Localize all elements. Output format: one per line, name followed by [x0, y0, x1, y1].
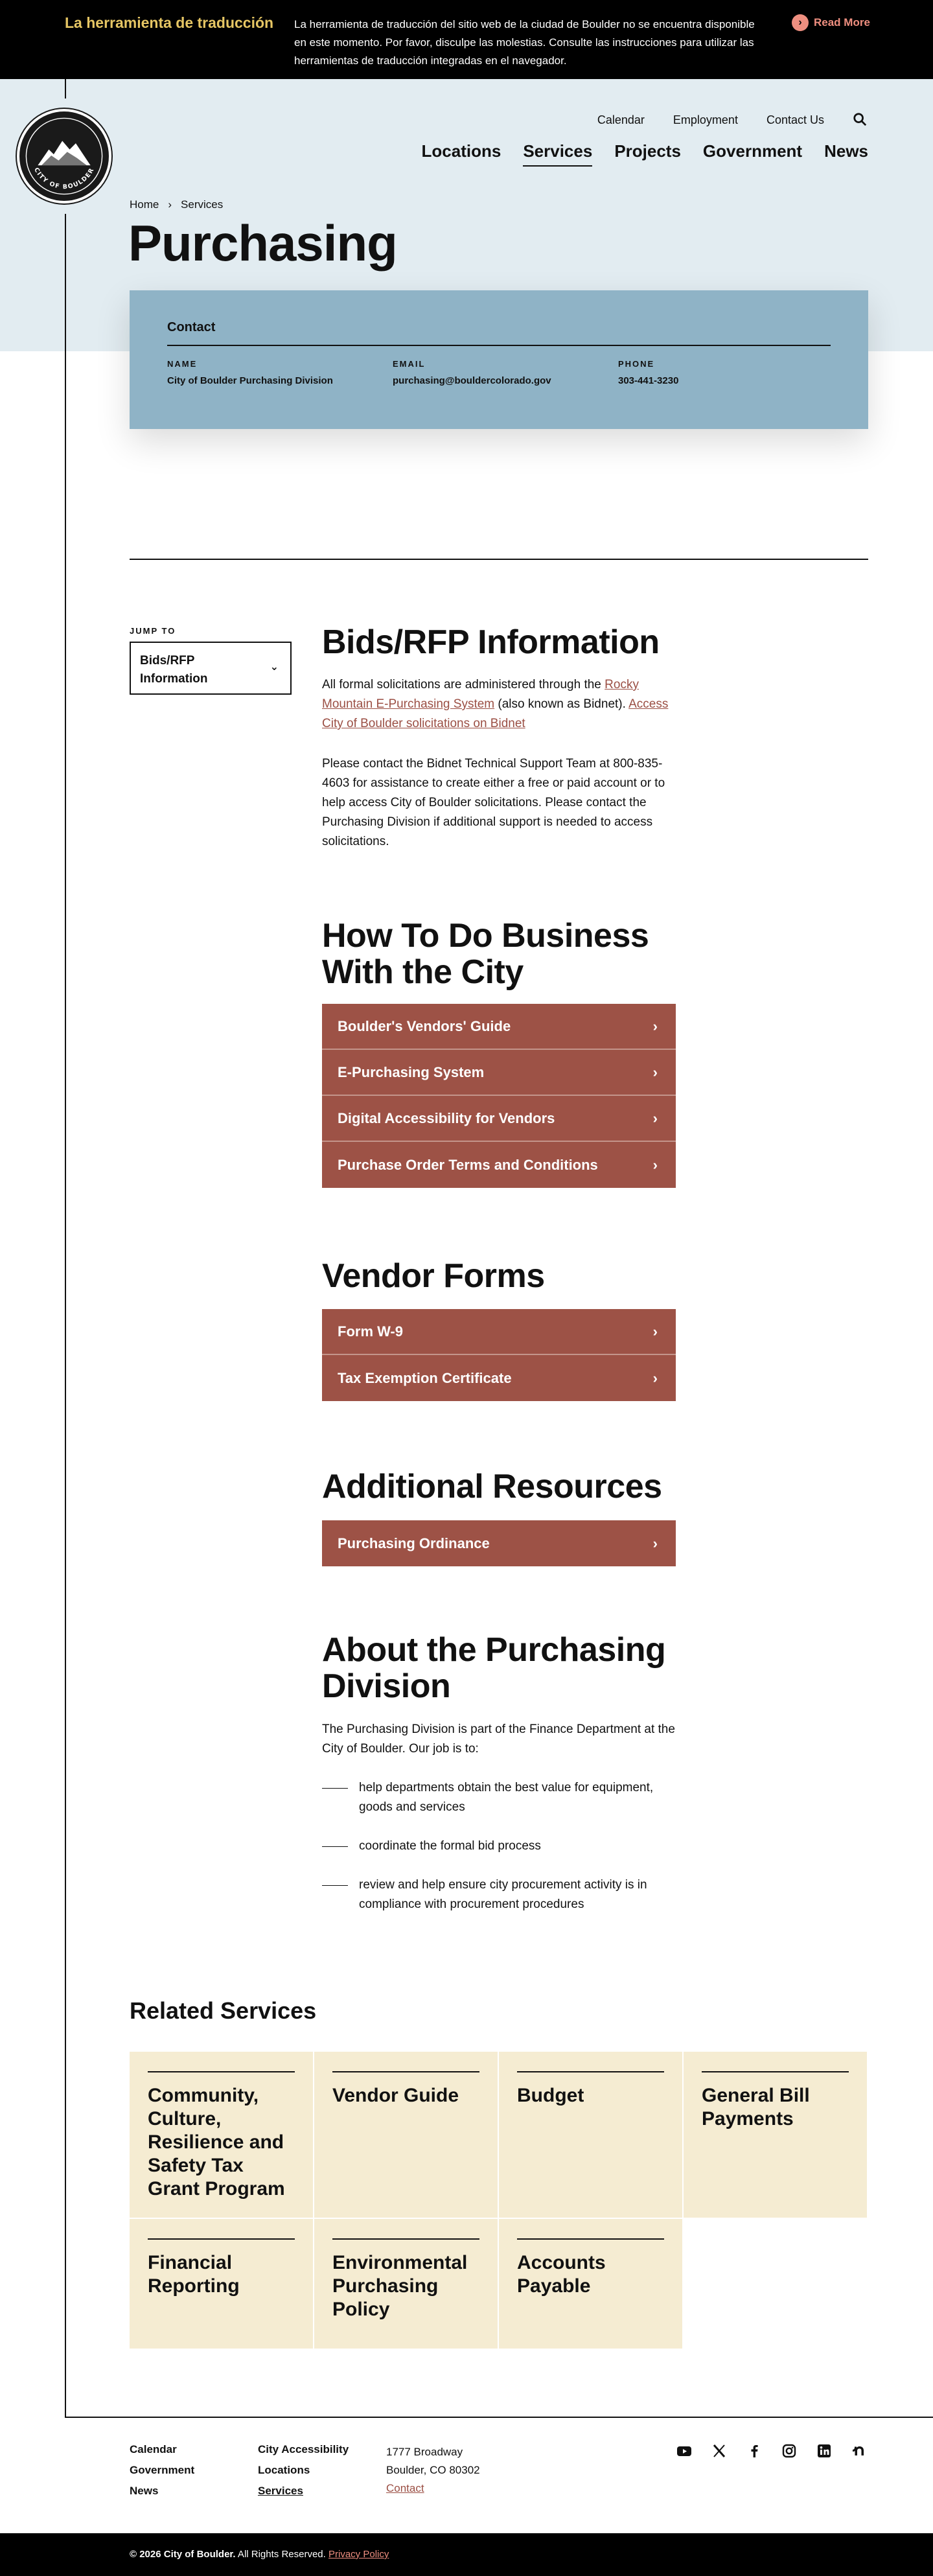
banner-title: La herramienta de traducción — [65, 14, 274, 31]
chevron-right-circle-icon: › — [792, 14, 809, 31]
business-heading: How To Do Business With the City — [322, 917, 649, 991]
chevron-right-icon: › — [652, 1323, 658, 1340]
form-w9-link[interactable] — [322, 1309, 676, 1355]
related-card-budget[interactable] — [499, 2052, 682, 2218]
nav-services[interactable]: Services — [523, 141, 592, 167]
address-line-2: Boulder, CO 80302 — [386, 2464, 480, 2476]
bids-paragraph-1 — [322, 675, 678, 734]
read-more-link[interactable] — [792, 14, 870, 31]
social-links — [675, 2442, 868, 2460]
epurchasing-system-link[interactable] — [322, 1050, 676, 1096]
vendors-guide-link[interactable] — [322, 1004, 676, 1050]
link-label: E-Purchasing System — [338, 1063, 485, 1080]
related-card-accounts-payable[interactable] — [499, 2219, 682, 2349]
bids-heading: Bids/RFP Information — [322, 623, 660, 661]
contact-name — [167, 359, 333, 386]
left-rule — [65, 214, 66, 2417]
chevron-right-icon: › — [652, 1156, 658, 1173]
chevron-right-icon: › — [168, 198, 172, 211]
related-card-financial-reporting[interactable] — [130, 2219, 313, 2349]
copyright-bold: © 2026 City of Boulder. — [130, 2549, 236, 2560]
related-services-grid — [130, 2052, 868, 2349]
contact-email — [393, 359, 551, 386]
related-card-title: Community, Culture, Resilience and Safety Tax Grant Program — [148, 2085, 285, 2199]
breadcrumb-services[interactable]: Services — [181, 198, 224, 211]
related-card-title: Accounts Payable — [517, 2252, 606, 2297]
footer-calendar-link[interactable]: Calendar — [130, 2443, 177, 2455]
vendor-forms-heading: Vendor Forms — [322, 1257, 545, 1295]
related-card-vendor-guide[interactable] — [314, 2052, 498, 2218]
footer-news-link[interactable]: News — [130, 2485, 159, 2497]
purchasing-ordinance-link[interactable] — [322, 1520, 676, 1566]
related-services-heading: Related Services — [130, 1997, 317, 2024]
linkedin-icon[interactable] — [815, 2442, 833, 2460]
related-card-bill-payments[interactable] — [684, 2052, 867, 2218]
banner-text: La herramienta de traducción del sitio web de la ciudad de Boulder no se encuentra disponible en este momento. Por favor, disculpe las molestias. Consulte las instrucciones para utilizar las herramientas de traducción integradas en el navegador. — [294, 18, 755, 67]
nav-locations[interactable]: Locations — [421, 141, 501, 161]
svg-text:CITY OF BOULDER: CITY OF BOULDER — [32, 167, 96, 191]
link-label: Purchasing Ordinance — [338, 1535, 490, 1551]
chevron-right-icon: › — [652, 1017, 658, 1034]
utility-calendar-link[interactable]: Calendar — [597, 113, 645, 126]
chevron-right-icon: › — [652, 1369, 658, 1386]
related-card-title: Vendor Guide — [332, 2085, 459, 2106]
breadcrumb — [130, 198, 223, 211]
footer-address — [386, 2443, 480, 2498]
footer-services-link[interactable]: Services — [258, 2485, 303, 2497]
city-logo[interactable] — [17, 109, 111, 203]
utility-employment-link[interactable]: Employment — [673, 113, 738, 126]
vendor-forms-list — [322, 1309, 676, 1401]
nextdoor-icon[interactable] — [850, 2442, 868, 2460]
breadcrumb-home[interactable]: Home — [130, 198, 159, 211]
related-card-title: Financial Reporting — [148, 2252, 240, 2297]
copyright-text: All Rights Reserved. — [235, 2549, 328, 2560]
jump-to-label: JUMP TO — [130, 626, 176, 636]
footer-accessibility-link[interactable]: City Accessibility — [258, 2443, 349, 2455]
main-nav — [422, 141, 868, 167]
utility-nav — [597, 112, 868, 128]
chevron-down-icon: ⌄ — [270, 662, 279, 673]
tax-exemption-link[interactable] — [322, 1355, 676, 1401]
contact-phone-link[interactable]: 303-441-3230 — [618, 375, 679, 386]
copyright-bar — [0, 2533, 933, 2576]
contact-name-value: City of Boulder Purchasing Division — [167, 375, 333, 386]
contact-phone — [618, 359, 678, 386]
contact-phone-label: PHONE — [618, 359, 655, 369]
nav-news[interactable]: News — [824, 141, 868, 161]
mountain-logo-icon — [19, 111, 109, 201]
link-label: Purchase Order Terms and Conditions — [338, 1156, 598, 1173]
chevron-right-icon: › — [652, 1109, 658, 1126]
link-label: Form W-9 — [338, 1323, 403, 1340]
related-card-environmental-policy[interactable] — [314, 2219, 498, 2349]
translation-banner — [0, 0, 933, 79]
read-more-label: Read More — [814, 16, 870, 29]
related-card-title: Environmental Purchasing Policy — [332, 2252, 468, 2320]
bids-text-a: All formal solicitations are administered through the — [322, 678, 605, 691]
search-icon[interactable] — [853, 112, 868, 128]
chevron-right-icon: › — [652, 1535, 658, 1551]
link-label: Boulder's Vendors' Guide — [338, 1017, 511, 1034]
footer-links-1 — [130, 2443, 194, 2505]
po-terms-link[interactable] — [322, 1142, 676, 1188]
link-label: Digital Accessibility for Vendors — [338, 1109, 555, 1126]
x-icon[interactable] — [710, 2442, 728, 2460]
nav-government[interactable]: Government — [702, 141, 803, 161]
chevron-right-icon: › — [652, 1063, 658, 1080]
left-rule-top — [65, 79, 66, 99]
contact-email-link[interactable]: purchasing@bouldercolorado.gov — [393, 375, 551, 386]
address-line-1: 1777 Broadway — [386, 2446, 463, 2458]
privacy-policy-link[interactable]: Privacy Policy — [328, 2549, 389, 2560]
section-divider — [130, 559, 868, 560]
bids-text-b: (also known as Bidnet). — [494, 697, 629, 711]
list-item: coordinate the formal bid process — [322, 1837, 685, 1856]
jump-to-select[interactable] — [130, 642, 292, 695]
footer-contact-link[interactable]: Contact — [386, 2482, 424, 2494]
page-title: Purchasing — [128, 215, 397, 272]
utility-contact-link[interactable]: Contact Us — [766, 113, 824, 126]
resources-list — [322, 1520, 676, 1566]
contact-card — [130, 290, 868, 429]
list-item: review and help ensure city procurement activity is in compliance with procurement procedures — [322, 1875, 685, 1914]
bids-paragraph-2: Please contact the Bidnet Technical Support Team at 800-835-4603 for assistance to create either a free or paid account or to help access City of Boulder solicitations. Please contact the Purchasing Division if additional support is needed to access solicitations. — [322, 757, 665, 848]
youtube-icon[interactable] — [675, 2442, 693, 2460]
footer-government-link[interactable]: Government — [130, 2464, 195, 2476]
link-label: Tax Exemption Certificate — [338, 1369, 512, 1386]
contact-email-label: EMAIL — [393, 359, 426, 369]
instagram-icon[interactable] — [780, 2442, 798, 2460]
footer-locations-link[interactable]: Locations — [258, 2464, 310, 2476]
digital-accessibility-link[interactable] — [322, 1096, 676, 1142]
jump-to-value: Bids/RFP Information — [140, 654, 208, 686]
list-item: help departments obtain the best value for equipment, goods and services — [322, 1778, 685, 1817]
related-card-community-tax[interactable] — [130, 2052, 313, 2218]
related-card-title: General Bill Payments — [702, 2085, 810, 2129]
business-link-list — [322, 1004, 676, 1188]
nav-projects[interactable]: Projects — [614, 141, 681, 161]
about-list — [322, 1778, 685, 1934]
bidnet-link[interactable]: Access City of Boulder solicitations on Bidnet — [322, 697, 669, 730]
contact-heading: Contact — [167, 320, 216, 334]
contact-divider — [167, 345, 831, 346]
contact-name-label: NAME — [167, 359, 198, 369]
resources-heading: Additional Resources — [322, 1468, 662, 1505]
epurchasing-link[interactable]: Rocky Mountain E-Purchasing System — [322, 678, 639, 711]
facebook-icon[interactable] — [745, 2442, 763, 2460]
footer-links-2 — [258, 2443, 349, 2505]
about-intro: The Purchasing Division is part of the Finance Department at the City of Boulder. Our job is to: — [322, 1723, 675, 1756]
bottom-rule — [65, 2417, 933, 2418]
about-heading: About the Purchasing Division — [322, 1631, 666, 1705]
related-card-title: Budget — [517, 2085, 584, 2106]
